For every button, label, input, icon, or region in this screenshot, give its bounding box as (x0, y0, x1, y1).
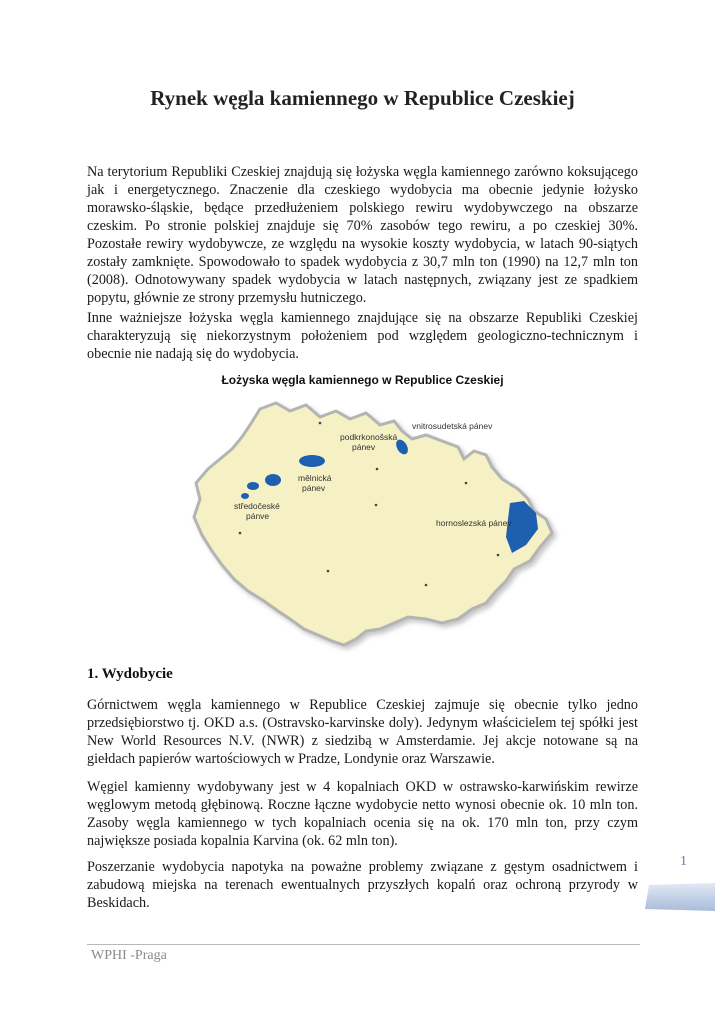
label-podkrkonosska-1: podkrkonošská (340, 432, 398, 442)
coal-deposit-stredoceske-b (247, 482, 259, 490)
label-melnicka-2: pánev (302, 483, 326, 493)
label-vnitrosudetska: vnitrosudetská pánev (412, 421, 493, 431)
coal-deposit-stredoceske-c (241, 493, 249, 499)
label-melnicka-1: mělnická (298, 473, 332, 483)
intro-paragraph: Na terytorium Republiki Czeskiej znajdują się łożyska węgla kamiennego zarówno koksującego jak i energetycznego. Znaczenie dla czeskiego wydobycia ma obecnie jedynie łożysko morawsko-śląskie, będące przedłużeniem polskiego rewiru wydobywczego na obszarze czeskim. Po stronie polskiej znajduje się 70% zasobów tego rewiru, a po czeskiej 30%. Pozostałe rewiry wydobywcze, ze względu na wysokie koszty wydobycia, w latach 90-siątych zostały zamknięte. Spowodowało to spadek wydobycia z 30,7 mln ton (1990) na 12,7 mln ton (2008). Odnotowywany spadek wydobycia w latach następnych, związany jest ze spadkiem popytu, głównie ze strony przemysłu hutniczego. (87, 164, 638, 306)
footer-divider (87, 944, 640, 945)
page-title: Rynek węgla kamiennego w Republice Czeskiej (150, 86, 575, 110)
footer-text: WPHI -Praga (91, 948, 167, 963)
label-podkrkonosska-2: pánev (352, 442, 376, 452)
coal-deposit-melnicka (299, 455, 325, 467)
section-paragraph-okd: Górnictwem węgla kamiennego w Republice Czeskiej zajmuje się obecnie tylko jedno przedsiębiorstwo tj. OKD a.s. (Ostravsko-karvinske doly). Jedynym właścicielem tej spółki jest New World Resources N.V. (NWR) z siedzibą w Amsterdamie. Jej akcje notowane są na giełdach papierów wartościowych w Pradze, Londynie oraz Warszawie. (87, 697, 638, 767)
czech-coal-map (180, 395, 565, 660)
coal-deposit-stredoceske-a (265, 474, 281, 486)
section-heading-wydobycie: 1. Wydobycie (87, 666, 173, 682)
label-stredoceske-1: středočeské (234, 501, 280, 511)
deposits-paragraph: Inne ważniejsze łożyska węgla kamiennego znajdujące się na obszarze Republiki Czeskiej charakteryzują się niekorzystnym położeniem pod względem geologiczno-technicznym i obecnie nie nadają się do wydobycia. (87, 310, 638, 362)
label-stredoceske-2: pánve (246, 511, 270, 521)
page-corner-tab (645, 883, 715, 911)
page-number: 1 (680, 854, 687, 869)
label-hornoslezska: hornoslezská pánev (436, 518, 512, 528)
section-paragraph-expansion: Poszerzanie wydobycia napotyka na poważne problemy związane z gęstym osadnictwem i zabudową miejska na terenach ewentualnych przyszłych kopalń oraz ochroną przyrody w Beskidach. (87, 859, 638, 911)
section-paragraph-mines: Węgiel kamienny wydobywany jest w 4 kopalniach OKD w ostrawsko-karwińskim rewirze węglowym metodą głębinową. Roczne łączne wydobycie netto wynosi obecnie ok. 10 mln ton. Zasoby węgla kamiennego w tych kopalniach ocenia się na ok. 170 mln ton, przy czym największe posiada kopalnia Karvina (ok. 62 mln ton). (87, 779, 638, 849)
map-caption: Łożyska węgla kamiennego w Republice Czeskiej (221, 373, 504, 387)
